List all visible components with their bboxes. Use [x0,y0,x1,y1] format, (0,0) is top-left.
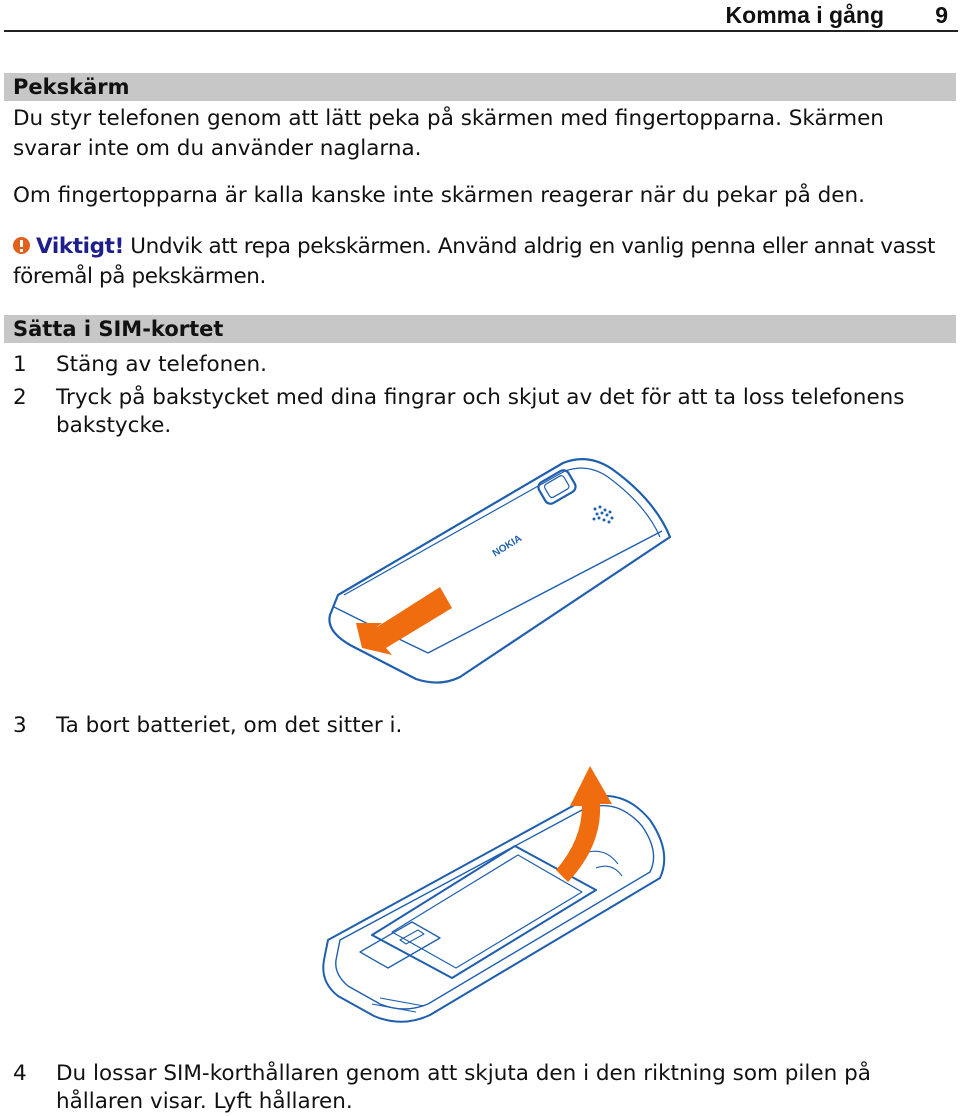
step-1 [13,351,953,379]
running-header [4,0,958,32]
step-number: 1 [13,352,27,377]
speaker-grille-icon [593,506,614,524]
phone-body-outline [323,796,664,1022]
step-text: Stäng av telefonen. [56,352,267,377]
step-4 [13,1060,953,1116]
warning-note [13,232,953,292]
back-cover-removal-illustration [320,455,680,685]
step-number: 3 [13,713,27,738]
sim-holder [360,922,440,968]
warning-text: Undvik att repa pekskärmen. Använd aldrig en vanlig penna eller annat vasst föremål på pekskärmen. [13,234,935,289]
section-heading-touchscreen: Pekskärm [4,73,956,101]
step-text: Ta bort batteriet, om det sitter i. [56,713,403,738]
nokia-logo: NOKIA [490,533,524,560]
touchscreen-paragraph-2: Om fingertopparna är kalla kanske inte skärmen reagerar när du pekar på den. [13,183,865,208]
phone-body-inner [336,806,654,1009]
touchscreen-paragraph-1: Du styr telefonen genom att lätt peka på skärmen med fingertopparna. Skärmen svarar inte om du använder naglarna. [13,106,884,161]
step-3 [13,712,953,740]
step-number: 4 [13,1061,27,1086]
battery-removal-illustration [320,760,680,1030]
step-text: Tryck på bakstycket med dina fingrar och skjut av det för att ta loss telefonens bakstycke. [56,385,905,438]
page-number: 9 [935,2,948,28]
battery-label [392,855,582,968]
step-text: Du lossar SIM-korthållaren genom att skjuta den i den riktning som pilen på hållaren visar. Lyft hållaren. [56,1061,871,1114]
slide-arrow-icon [356,587,452,655]
step-number: 2 [13,385,27,410]
step-2 [13,384,953,440]
lift-arrow-icon [556,766,612,882]
warning-icon [13,237,30,254]
section-heading-sim: Sätta i SIM-kortet [4,315,956,343]
chapter-title: Komma i gång [725,2,884,28]
warning-label: Viktigt! [36,234,124,259]
